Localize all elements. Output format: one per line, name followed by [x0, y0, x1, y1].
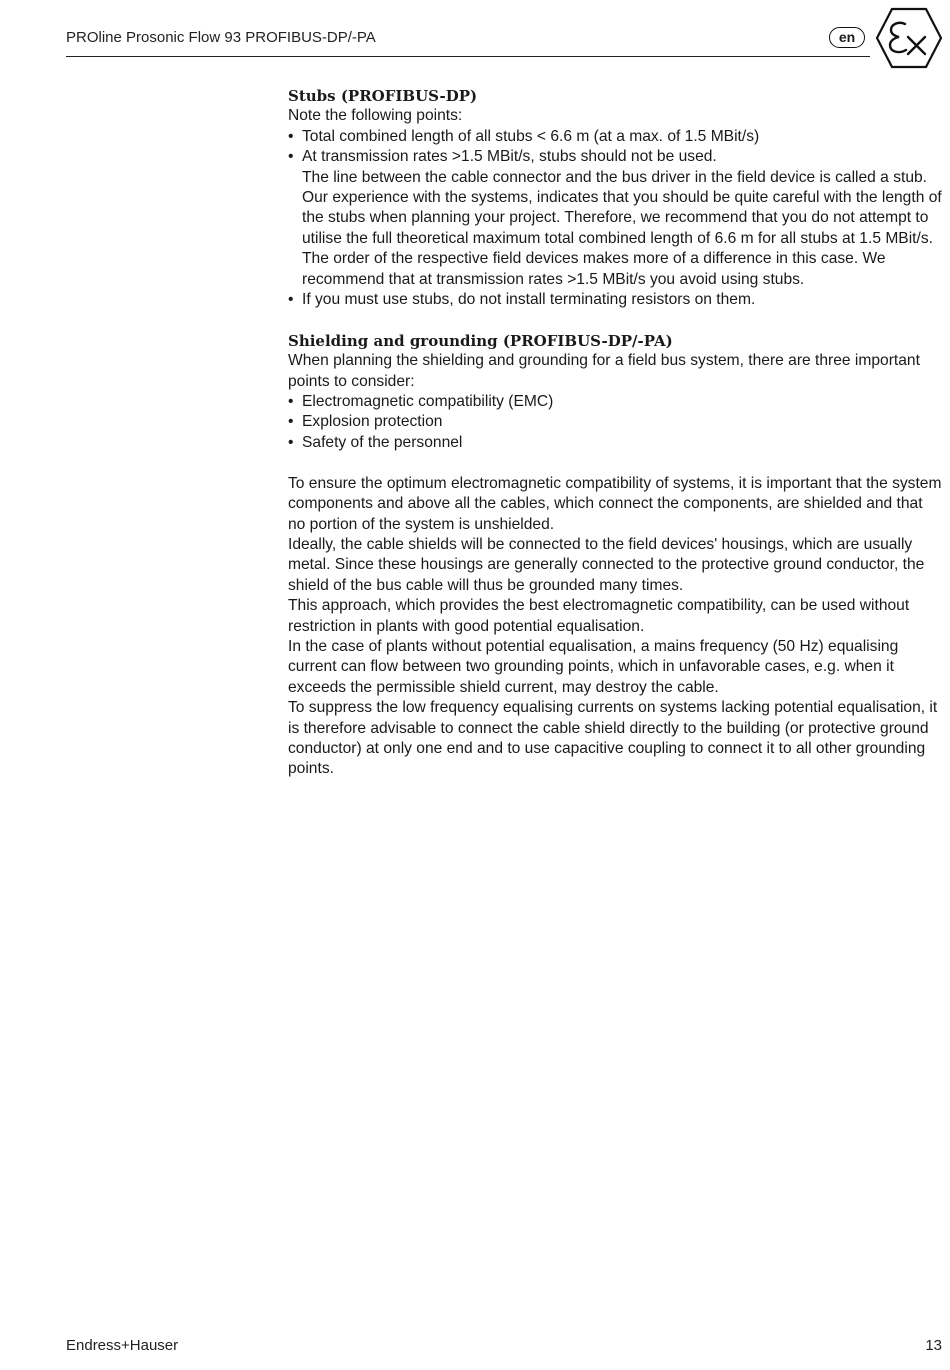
- shielding-bullet-list: [288, 392, 944, 453]
- list-item: • Electromagnetic compatibility (EMC): [288, 392, 944, 412]
- list-item: • Total combined length of all stubs < 6.6 m (at a max. of 1.5 MBit/s): [288, 127, 944, 147]
- main-content: [288, 86, 944, 780]
- stubs-bullet-list: [288, 127, 944, 311]
- list-item: • Safety of the personnel: [288, 433, 944, 453]
- brand-name: Endress+Hauser: [66, 1337, 179, 1354]
- stubs-section: [288, 86, 944, 310]
- paragraph: In the case of plants without potential equalisation, a mains frequency (50 Hz) equalising current can flow between two grounding points, which in unfavorable cases, e.g. when it exceeds the permissible shield current, may destroy the cable.: [288, 637, 899, 696]
- paragraph: To suppress the low frequency equalising currents on systems lacking potential equalisation, it is therefore advisable to connect the cable shield directly to the building (or protective ground conductor) at only one end and to use capacitive coupling to connect it to all other grounding points.: [288, 699, 938, 778]
- list-item-text: At transmission rates >1.5 MBit/s, stubs should not be used.: [302, 148, 717, 166]
- list-item: [288, 147, 944, 290]
- header-divider: [66, 56, 870, 57]
- shielding-section: [288, 331, 944, 780]
- list-item: • Explosion protection: [288, 412, 944, 432]
- paragraph: Ideally, the cable shields will be connected to the field devices' housings, which are usually metal. Since these housings are generally connected to the protective ground conductor, the shield of the bus cable will thus be grounded many times.: [288, 535, 925, 594]
- shielding-heading: Shielding and grounding (PROFIBUS-DP/-PA): [288, 331, 673, 350]
- list-item: • If you must use stubs, do not install terminating resistors on them.: [288, 290, 944, 310]
- paragraph: This approach, which provides the best electromagnetic compatibility, can be used without restriction in plants with good potential equalisation.: [288, 597, 910, 635]
- ex-hexagon-icon: [875, 7, 943, 69]
- page-number: 13: [925, 1337, 942, 1354]
- stubs-intro: Note the following points:: [288, 107, 463, 125]
- document-title: PROline Prosonic Flow 93 PROFIBUS-DP/-PA: [66, 29, 376, 46]
- shielding-intro: When planning the shielding and grounding for a field bus system, there are three important points to consider:: [288, 352, 920, 390]
- stubs-heading: Stubs (PROFIBUS-DP): [288, 87, 478, 105]
- stubs-explanation: The line between the cable connector and the bus driver in the field device is called a stub. Our experience with the systems, indicates that you should be quite careful with the length of the stubs when planning your project. Therefore, we recommend that you do not attempt to utilise the full theoretical maximum total combined length of 6.6 m for all stubs at 1.5 MBit/s. The order of the respective field devices makes more of a difference in this case. We recommend that at transmission rates >1.5 MBit/s you avoid using stubs.: [302, 168, 942, 288]
- paragraph: To ensure the optimum electromagnetic compatibility of systems, it is important that the system components and above all the cables, which connect the components, are shielded and that no portion of the system is unshielded.: [288, 474, 942, 533]
- language-badge: en: [829, 27, 865, 48]
